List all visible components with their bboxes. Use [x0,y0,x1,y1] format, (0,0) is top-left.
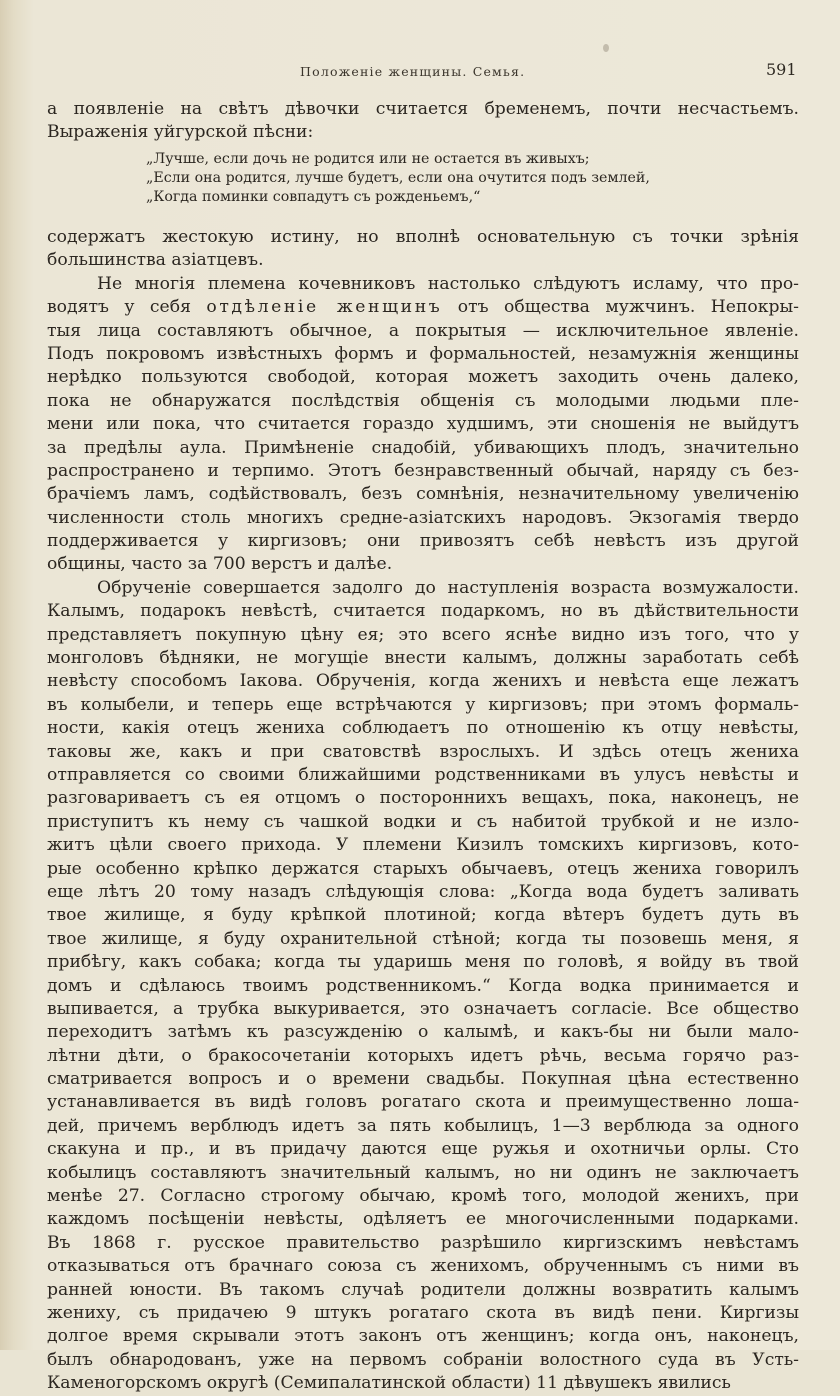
text-line: общины, часто за 700 верстъ и далѣе. [47,554,393,575]
verse-line: „Если она родится, лучше будетъ, если она очутится подъ землей, [146,170,650,186]
text-line: Обрученiе совершается задолго до наступленiя возраста возмужалости. [97,577,799,598]
text-line: численности столь многихъ средне-азiатскихъ народовъ. Экзогамiя твердо [47,507,799,528]
text-line: житъ цѣли своего прихода. У племени Кизилъ томскихъ киргизовъ, кото- [47,835,799,856]
text-line: представляетъ покупную цѣну ея; это всего яснѣе видно изъ того, что у [47,624,799,645]
text-line: водятъ у себя отдѣленiе женщинъ отъ общества мужчинъ. Непокры- [47,297,799,318]
text-line: отправляется со своими ближайшими родственниками въ улусъ невѣсты и [47,764,799,785]
text-line: дей, причемъ верблюдъ идетъ за пять кобылицъ, 1—3 верблюда за одного [47,1115,799,1136]
text-line: мени или пока, что считается гораздо худшимъ, эти сношенiя не выйдутъ [47,414,799,435]
text-line: Каменогорскомъ округѣ (Семипалатинской области) 11 дѣвушекъ явились [47,1373,731,1394]
text-line: Въ 1868 г. русское правительство разрѣшило киргизскимъ невѣстамъ [47,1232,799,1253]
text-line: содержатъ жестокую истину, но вполнѣ основательную съ точки зрѣнiя [47,227,799,247]
text-line: брачiемъ ламъ, содѣйствовалъ, безъ сомнѣнiя, незначительному увеличенiю [47,484,799,505]
text-line: твое жилище, я буду охранительной стѣной; когда ты позовешь меня, я [47,928,799,949]
text-line: устанавливается въ видѣ головъ рогатаго скота и преимущественно лоша- [47,1092,799,1113]
text-line: каждомъ посѣщенiи невѣсты, одѣляетъ ее многочисленными подарками. [47,1209,799,1230]
text-line: твое жилище, я буду крѣпкой плотиной; когда вѣтеръ будетъ дуть въ [47,905,799,926]
opening-paragraph [47,98,799,145]
paragraph [47,226,799,273]
text-line: отказываться отъ брачнаго союза съ женихомъ, обрученнымъ съ ними въ [47,1256,799,1277]
text-line: большинства азiатцевъ. [47,250,264,271]
text-line: таковы же, какъ и при сватовствѣ взрослыхъ. И здѣсь отецъ жениха [47,741,799,762]
text-line: приступитъ къ нему съ чашкой водки и съ набитой трубкой и не изло- [47,811,799,832]
text-line: поддерживается у киргизовъ; они привозятъ себѣ невѣстъ изъ другой [47,531,799,552]
text-line: Подъ покровомъ извѣстныхъ формъ и формальностей, незамужнiя женщины [47,343,799,364]
paragraph [47,273,799,577]
text-line: распространено и терпимо. Этотъ безнравственный обычай, наряду съ без- [47,460,799,481]
verse-line: „Когда поминки совпадутъ съ рожденьемъ,“ [146,189,481,205]
text-line: нерѣдко пользуются свободой, которая можетъ заходить очень далеко, [47,367,799,388]
text-line: долгое время скрывали этотъ законъ отъ женщинъ; когда онъ, наконецъ, [47,1326,799,1347]
text-line: сматривается вопросъ и о времени свадьбы. Покупная цѣна естественно [47,1069,799,1090]
text-line: за предѣлы аула. Примѣненiе снадобiй, убивающихъ плодъ, значительно [47,437,799,458]
text-line: ности, какiя отецъ жениха соблюдаетъ по отношенiю къ отцу невѣсты, [47,718,799,739]
text-line: былъ обнародованъ, уже на первомъ собранiи волостного суда въ Усть- [47,1349,799,1370]
paper-spot [603,44,609,52]
main-text [47,226,799,1396]
text-line: невѣсту способомъ Iакова. Обрученiя, когда женихъ и невѣста еще лежатъ [47,671,799,692]
text-line: въ колыбели, и теперь еще встрѣчаются у киргизовъ; при этомъ формаль- [47,694,799,715]
text-line: рые особенно крѣпко держатся старыхъ обычаевъ, отецъ жениха говорилъ [47,858,799,879]
emphasized-text: отдѣленiе женщинъ [206,297,443,318]
text-line: монголовъ бѣдняки, не могущiе внести калымъ, должны заработать себѣ [47,648,799,669]
text-line: разговариваетъ съ ея отцомъ о постороннихъ вещахъ, пока, наконецъ, не [47,788,799,809]
text-line: пока не обнаружатся послѣдствiя общенiя съ молодыми людьми пле- [47,390,799,411]
text-line: а появленiе на свѣтъ дѣвочки считается бременемъ, почти несчастьемъ. [47,99,799,119]
text-line: кобылицъ составляютъ значительный калымъ, но ни одинъ не заключаетъ [47,1162,799,1183]
text-line: выпивается, а трубка выкуривается, это означаетъ согласiе. Все общество [47,998,799,1019]
running-head: Положенiе женщины. Семья. [300,64,526,79]
text-line: Не многiя племена кочевниковъ настолько слѣдуютъ исламу, что про- [97,273,799,294]
text-line: скакуна и пр., и въ придачу даются еще ружья и охотничьи орлы. Сто [47,1139,799,1160]
text-line: прибѣгу, какъ собака; когда ты ударишь меня по головѣ, я войду въ твой [47,952,799,973]
text-line: Выраженiя уйгурской пѣсни: [47,122,314,143]
page-number: 591 [766,60,797,79]
text-line: переходитъ затѣмъ къ разсужденiю о калымѣ, и какъ-бы ни были мало- [47,1022,799,1043]
page-header [0,60,840,84]
text-line: домъ и сдѣлаюсь твоимъ родственникомъ.“ Когда водка принимается и [47,975,799,996]
text-line: ранней юности. Въ такомъ случаѣ родители должны возвратить калымъ [47,1279,799,1300]
text-line: еще лѣтъ 20 тому назадъ слѣдующiя слова: „Когда вода будетъ заливать [47,881,799,902]
text-line: Калымъ, подарокъ невѣстѣ, считается подаркомъ, но въ дѣйствительности [47,601,799,622]
verse-quote [146,150,746,207]
text-line: жениху, съ придачею 9 штукъ рогатаго скота въ видѣ пени. Киргизы [47,1302,799,1323]
verse-line: „Лучше, если дочь не родится или не остается въ живыхъ; [146,151,590,167]
paragraph [47,577,799,1396]
text-line: тыя лица составляютъ обычное, а покрытыя — исключительное явленiе. [47,320,799,341]
text-line: менѣе 27. Согласно строгому обычаю, кромѣ того, молодой женихъ, при [47,1186,799,1207]
text-line: лѣтни дѣти, о бракосочетанiи которыхъ идетъ рѣчь, весьма горячо раз- [47,1045,799,1066]
